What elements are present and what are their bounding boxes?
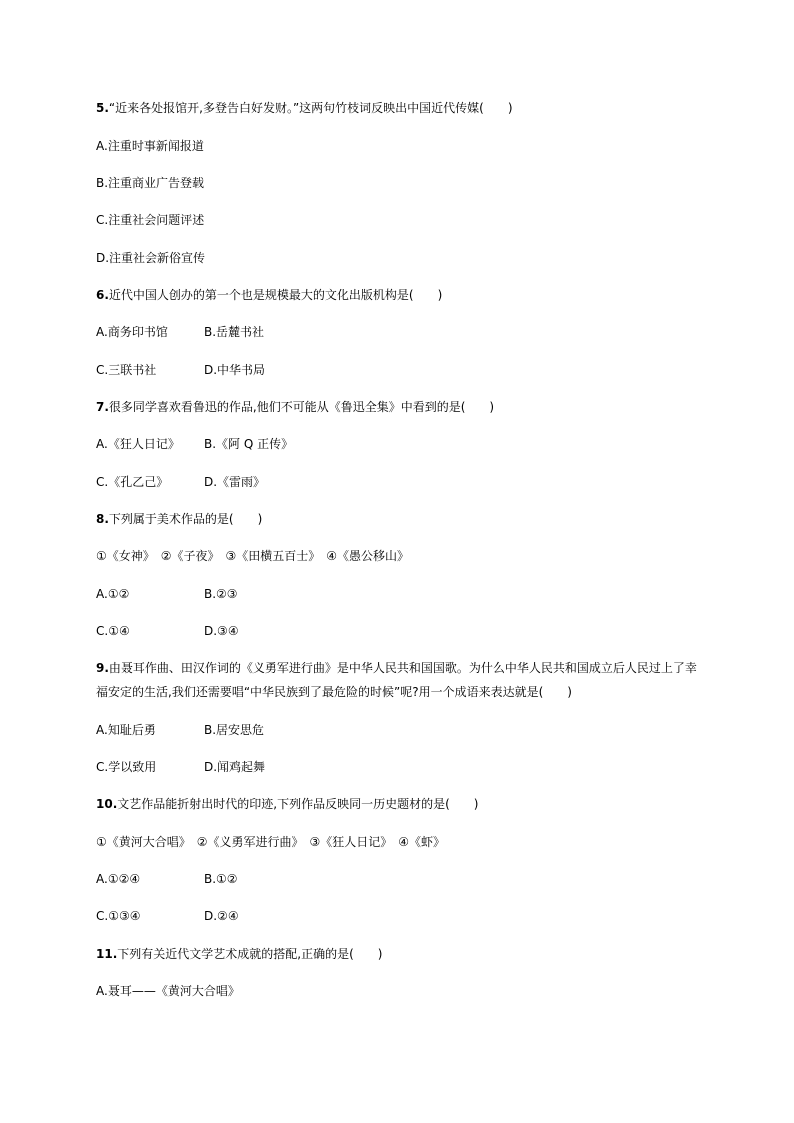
question-number: 9. bbox=[96, 661, 109, 675]
question-7-option-d: D.《雷雨》 bbox=[204, 475, 266, 489]
question-8-items: ①《女神》 ②《子夜》 ③《田横五百士》 ④《愚公移山》 bbox=[96, 549, 410, 563]
question-7-options-row-1 bbox=[96, 436, 293, 452]
question-number: 5. bbox=[96, 101, 109, 115]
question-9-options-row-2 bbox=[96, 759, 265, 775]
question-number: 11. bbox=[96, 947, 118, 961]
question-5-option-c: C.注重社会问题评述 bbox=[96, 213, 205, 227]
question-5-stem bbox=[96, 100, 513, 116]
question-6-option-a: A.商务印书馆 bbox=[96, 325, 168, 339]
question-text: 下列属于美术作品的是( ) bbox=[108, 512, 263, 526]
question-text: 文艺作品能折射出时代的印迹,下列作品反映同一历史题材的是( ) bbox=[117, 797, 479, 811]
question-6-options-row-1 bbox=[96, 324, 264, 340]
question-5-option-a: A.注重时事新闻报道 bbox=[96, 139, 204, 153]
question-text: 近代中国人创办的第一个也是规模最大的文化出版机构是( ) bbox=[108, 288, 443, 302]
question-6-option-c: C.三联书社 bbox=[96, 363, 157, 377]
question-11-option-a: A.聂耳——《黄河大合唱》 bbox=[96, 984, 240, 998]
question-7-stem bbox=[96, 399, 494, 415]
question-9-option-b: B.居安思危 bbox=[204, 723, 265, 737]
question-10-options-row-2 bbox=[96, 908, 239, 924]
question-8-options-row-1 bbox=[96, 586, 238, 602]
question-number: 10. bbox=[96, 797, 118, 811]
question-11-stem bbox=[96, 946, 382, 962]
question-number: 7. bbox=[96, 400, 109, 414]
question-5-option-b: B.注重商业广告登载 bbox=[96, 176, 205, 190]
question-10-items: ①《黄河大合唱》 ②《义勇军进行曲》 ③《狂人日记》 ④《虾》 bbox=[96, 835, 446, 849]
question-text: 由聂耳作曲、田汉作词的《义勇军进行曲》是中华人民共和国国歌。为什么中华人民共和国成立后人民过上了幸福安定的生活,我们还需要唱“中华民族到了最危险的时候”呢?用一个成语来表达就是( ) bbox=[96, 661, 697, 699]
question-7-option-c: C.《孔乙己》 bbox=[96, 475, 169, 489]
question-10-option-d: D.②④ bbox=[204, 909, 239, 923]
question-number: 6. bbox=[96, 288, 109, 302]
question-text: 很多同学喜欢看鲁迅的作品,他们不可能从《鲁迅全集》中看到的是( ) bbox=[108, 400, 495, 414]
question-5-option-d: D.注重社会新俗宣传 bbox=[96, 251, 206, 265]
question-8-option-d: D.③④ bbox=[204, 624, 239, 638]
question-8-options-row-2 bbox=[96, 623, 239, 639]
question-8-option-b: B.②③ bbox=[204, 587, 238, 601]
question-10-option-c: C.①③④ bbox=[96, 909, 141, 923]
question-7-options-row-2 bbox=[96, 474, 265, 490]
question-8-option-a: A.①② bbox=[96, 587, 130, 601]
question-number: 8. bbox=[96, 512, 109, 526]
question-10-options-row-1 bbox=[96, 871, 238, 887]
question-10-stem bbox=[96, 796, 478, 812]
question-9-option-a: A.知耻后勇 bbox=[96, 723, 156, 737]
question-9-option-c: C.学以致用 bbox=[96, 760, 157, 774]
question-6-option-d: D.中华书局 bbox=[204, 363, 266, 377]
question-9-stem bbox=[96, 656, 706, 704]
question-10-option-a: A.①②④ bbox=[96, 872, 141, 886]
question-7-option-b: B.《阿 Q 正传》 bbox=[204, 437, 294, 451]
question-6-stem bbox=[96, 287, 442, 303]
question-text: “近来各处报馆开,多登告白好发财。”这两句竹枝词反映出中国近代传媒( ) bbox=[108, 101, 513, 115]
question-6-options-row-2 bbox=[96, 362, 265, 378]
question-9-option-d: D.闻鸡起舞 bbox=[204, 760, 266, 774]
question-10-option-b: B.①② bbox=[204, 872, 238, 886]
question-9-options-row-1 bbox=[96, 722, 264, 738]
question-8-stem bbox=[96, 511, 262, 527]
question-6-option-b: B.岳麓书社 bbox=[204, 325, 265, 339]
question-text: 下列有关近代文学艺术成就的搭配,正确的是( ) bbox=[117, 947, 383, 961]
question-7-option-a: A.《狂人日记》 bbox=[96, 437, 180, 451]
question-8-option-c: C.①④ bbox=[96, 624, 130, 638]
